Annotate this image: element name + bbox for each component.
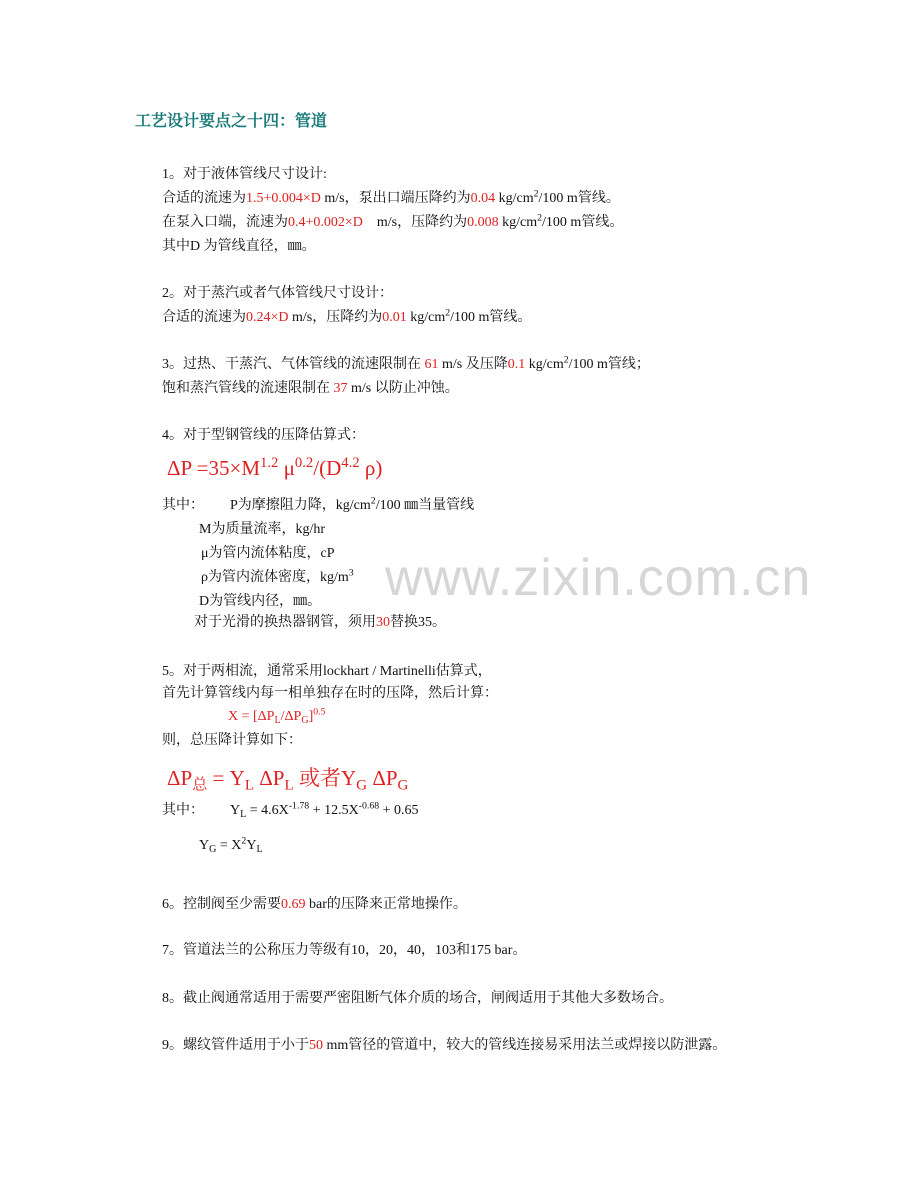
definition-smooth-tube: 对于光滑的换热器钢管，须用30替换35。	[194, 615, 446, 630]
section-8: 8。截止阀通常适用于需要严密阻断气体介质的场合，闸阀适用于其他大多数场合。	[162, 991, 673, 1006]
page-title: 工艺设计要点之十四：管道	[135, 111, 328, 130]
section-1-line-1: 合适的流速为1.5+0.004×D m/s，泵出口端压降约为0.04 $kg/cm^2/100$ m管线。	[162, 188, 620, 206]
section-5-heading: 5。对于两相流，通常采用lockhart / Martinelli估算式，	[162, 664, 492, 679]
section-6: 6。控制阀至少需要0.69 bar的压降来正常地操作。	[162, 897, 467, 912]
yg-formula: $Y_G = X^2Y_L$	[199, 835, 263, 856]
definition-d: D为管线内径，㎜。	[199, 594, 322, 609]
section-5-where: 其中：	[162, 803, 204, 818]
two-phase-formula: $\Delta P_总 = Y_L$ $\Delta P_L$ 或者$Y_G$ $\Delta P_G$	[167, 766, 409, 794]
definition-m: M为质量流率，kg/hr	[199, 522, 325, 537]
section-1-line-2: 在泵入口端，流速为0.4+0.002×D m/s，压降约为0.008 $kg/cm^2/100$ m管线。	[162, 212, 624, 230]
section-4-where: 其中：	[162, 498, 204, 513]
section-2-heading: 2。对于蒸汽或者气体管线尺寸设计：	[162, 286, 393, 301]
section-4-heading: 4。对于型钢管线的压降估算式：	[162, 428, 365, 443]
x-formula: $X = [\Delta P_L/\Delta P_G]^{0.5}$	[228, 706, 326, 727]
section-3-line-2: 饱和蒸汽管线的流速限制在 37 m/s 以防止冲蚀。	[162, 381, 459, 396]
definition-p: P为摩擦阻力降，$kg/cm^2/100$ ㎜当量管线	[230, 495, 475, 513]
watermark: www.zixin.com.cn	[385, 549, 812, 607]
section-1-heading: 1。对于液体管线尺寸设计:	[162, 167, 327, 182]
yl-formula: $Y_L = 4.6X^{-1.78} + 12.5X^{-0.68} + 0.65$	[230, 800, 419, 821]
definition-mu: μ为管内流体粘度，cP	[201, 546, 335, 561]
definition-rho: ρ为管内流体密度，$kg/m^3$	[201, 567, 354, 585]
section-7: 7。管道法兰的公称压力等级有10，20，40，103和175 bar。	[162, 943, 527, 958]
section-3-line-1: 3。过热、干蒸汽、气体管线的流速限制在 61 m/s 及压降0.1 $kg/cm^2/100$ m管线；	[162, 354, 650, 372]
section-9: 9。螺纹管件适用于小于50 mm管径的管道中，较大的管线连接易采用法兰或焊接以防泄露。	[162, 1038, 727, 1053]
section-2-line-1: 合适的流速为0.24×D m/s，压降约为0.01 $kg/cm^2/100$ m管线。	[162, 307, 532, 325]
section-5-line-2: 首先计算管线内每一相单独存在时的压降，然后计算：	[162, 686, 498, 701]
pressure-drop-formula: $\Delta P =35\times M^{1.2}$ $\mu^{0.2}/(D^{4.2}$ ρ)	[167, 454, 383, 480]
section-1-line-3: 其中D 为管线直径，㎜。	[162, 239, 316, 254]
section-5-line-4: 则，总压降计算如下：	[162, 733, 302, 748]
